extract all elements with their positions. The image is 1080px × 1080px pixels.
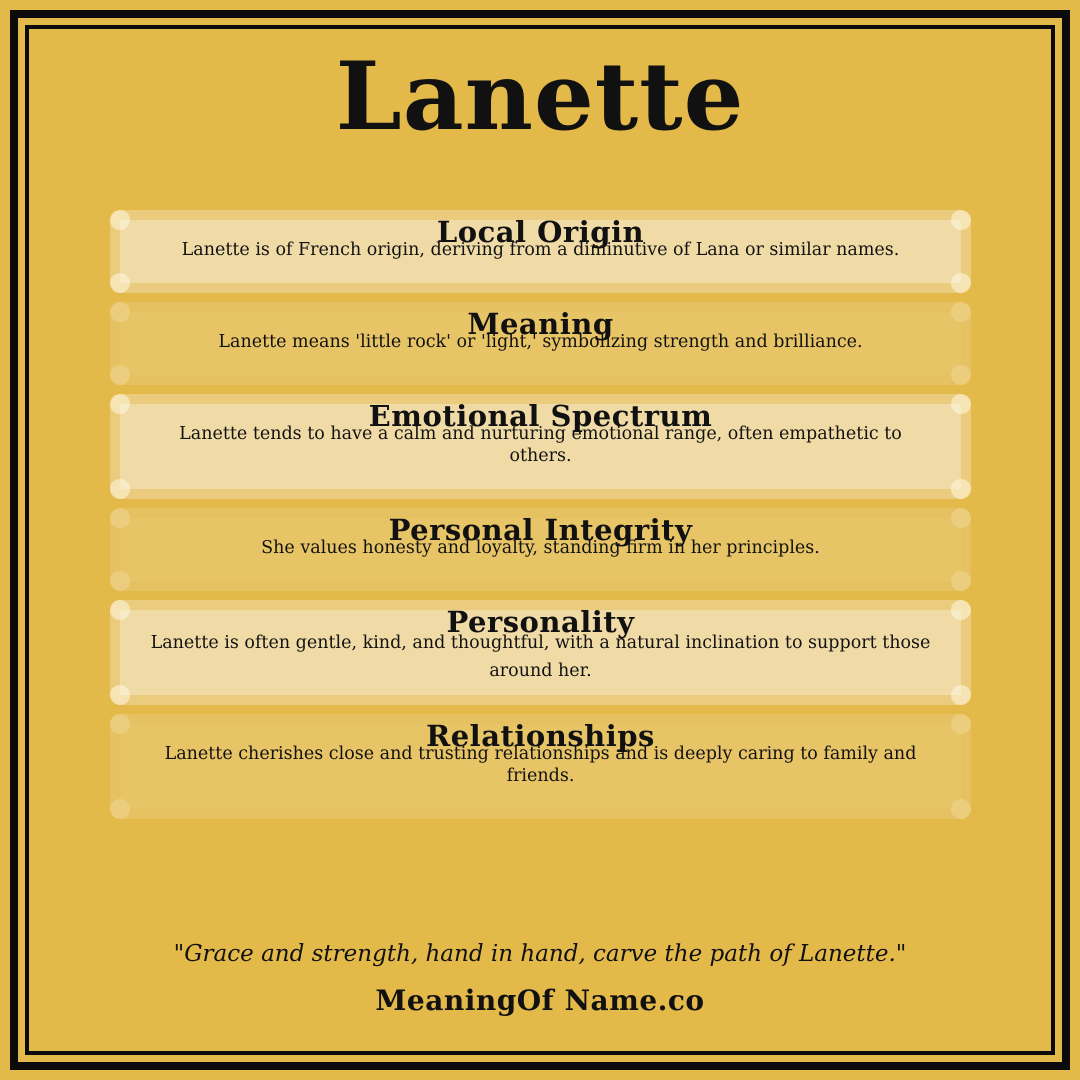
corner-dot xyxy=(110,508,130,528)
corner-dot xyxy=(110,302,130,322)
section-personality xyxy=(110,600,971,705)
section-heading: Personal Integrity xyxy=(388,513,693,547)
section-heading: Meaning xyxy=(467,307,614,341)
section-text: Lanette is often gentle, kind, and thoughtful, with a natural inclination to support those around her. xyxy=(150,633,931,681)
brand-watermark: MeaningOf Name.co xyxy=(375,984,705,1017)
corner-dot xyxy=(110,799,130,819)
corner-dot xyxy=(110,273,130,293)
corner-dot xyxy=(951,394,971,414)
section-text: Lanette cherishes close and trusting relationships and is deeply caring to family and friends. xyxy=(164,744,917,786)
corner-dot xyxy=(951,571,971,591)
corner-dot xyxy=(110,365,130,385)
section-emotional-spectrum xyxy=(110,394,971,499)
corner-dot xyxy=(951,685,971,705)
corner-dot xyxy=(110,394,130,414)
corner-dot xyxy=(110,210,130,230)
section-heading: Personality xyxy=(446,605,635,639)
name-title: Lanette xyxy=(335,42,745,152)
corner-dot xyxy=(110,714,130,734)
corner-dot xyxy=(951,479,971,499)
corner-dot xyxy=(951,210,971,230)
corner-dot xyxy=(951,799,971,819)
section-text: She values honesty and loyalty, standing firm in her principles. xyxy=(261,538,820,558)
corner-dot xyxy=(951,273,971,293)
section-heading: Relationships xyxy=(426,719,655,753)
corner-dot xyxy=(110,479,130,499)
corner-dot xyxy=(951,508,971,528)
section-personal-integrity xyxy=(110,508,971,591)
section-local-origin xyxy=(110,210,971,293)
corner-dot xyxy=(951,714,971,734)
corner-dot xyxy=(110,571,130,591)
corner-dot xyxy=(110,685,130,705)
section-text: Lanette tends to have a calm and nurturing emotional range, often empathetic to others. xyxy=(179,424,902,466)
section-text: Lanette means 'little rock' or 'light,' symbolizing strength and brilliance. xyxy=(218,332,863,352)
corner-dot xyxy=(951,600,971,620)
corner-dot xyxy=(110,600,130,620)
corner-dot xyxy=(951,365,971,385)
section-heading: Local Origin xyxy=(436,215,645,249)
section-heading: Emotional Spectrum xyxy=(368,399,713,433)
quote-text: "Grace and strength, hand in hand, carve the path of Lanette." xyxy=(173,941,907,967)
section-text: Lanette is of French origin, deriving from a diminutive of Lana or similar names. xyxy=(181,240,900,260)
corner-dot xyxy=(951,302,971,322)
section-relationships xyxy=(110,714,971,819)
section-meaning xyxy=(110,302,971,385)
